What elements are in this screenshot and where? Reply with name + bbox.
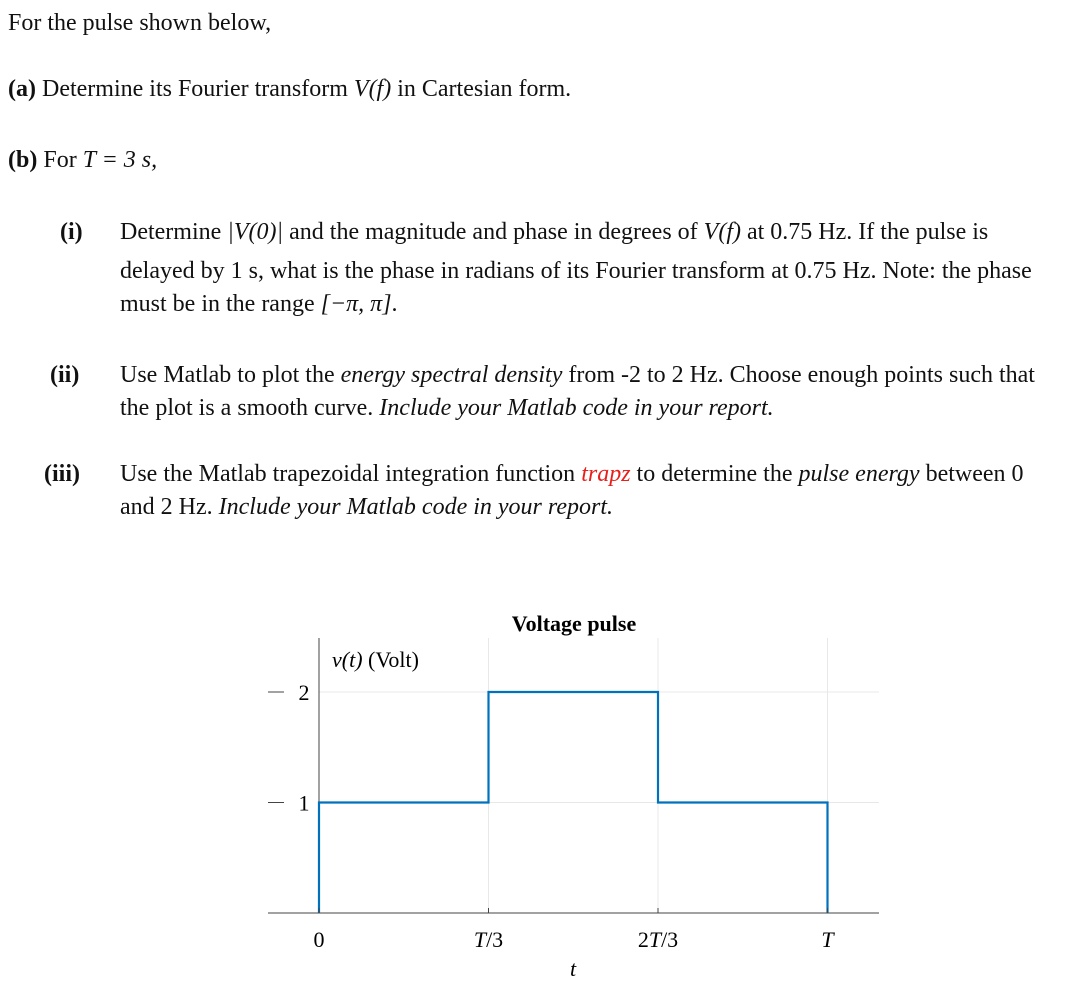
item-ii-text: from -2 to 2 Hz. Choose enough points such that bbox=[568, 362, 1035, 388]
item-ii-text: Use Matlab to plot the bbox=[120, 362, 335, 388]
x-tick-label: T bbox=[821, 927, 834, 952]
item-i-math: 1 s bbox=[230, 258, 258, 284]
item-iii-text: Use the Matlab trapezoidal integration function bbox=[120, 461, 576, 487]
part-b-math: T = 3 s, bbox=[82, 147, 158, 173]
item-iii-text: to determine the bbox=[636, 461, 793, 487]
chart-grid bbox=[319, 638, 879, 913]
item-i-text: at 0.75 Hz. If the pulse is bbox=[746, 219, 989, 245]
item-iii-emphasis: pulse energy bbox=[798, 461, 920, 487]
item-iii-code: trapz bbox=[581, 461, 631, 487]
x-axis-label: t bbox=[569, 956, 577, 981]
item-i-text: delayed by bbox=[120, 258, 225, 284]
item-iii-text: between 0 bbox=[925, 461, 1024, 487]
item-i-text: must be in the range bbox=[120, 291, 315, 317]
y-axis-label-unit: (Volt) bbox=[362, 647, 419, 672]
item-i-math: |V(0)| bbox=[227, 219, 284, 245]
item-i-text: . bbox=[391, 291, 398, 317]
x-tick-label: 2T/3 bbox=[637, 927, 679, 952]
item-i-number: (i) bbox=[60, 219, 83, 245]
y-axis-label bbox=[332, 647, 419, 672]
x-tick-label: T/3 bbox=[473, 927, 504, 952]
part-b-text: For bbox=[43, 147, 77, 173]
item-ii-text: the plot is a smooth curve. bbox=[120, 395, 374, 421]
part-b-label: (b) bbox=[8, 147, 38, 173]
item-iii-text: and 2 Hz. bbox=[120, 494, 213, 520]
item-ii-emphasis: Include your Matlab code in your report. bbox=[379, 395, 774, 421]
item-i-text: and the magnitude and phase in degrees of bbox=[289, 219, 698, 245]
part-a-text: Determine its Fourier transform bbox=[41, 76, 348, 102]
item-iii-number: (iii) bbox=[44, 461, 80, 487]
y-tick-label: 2 bbox=[298, 680, 310, 705]
item-iii-emphasis: Include your Matlab code in your report. bbox=[218, 494, 613, 520]
item-i-text: , what is the phase in radians of its Fourier transform at 0.75 Hz. Note: the phase bbox=[257, 258, 1032, 284]
intro-text: For the pulse shown below, bbox=[8, 10, 272, 36]
item-i-math: V(f) bbox=[703, 219, 741, 245]
chart-axes bbox=[268, 638, 879, 913]
x-tick-label: 0 bbox=[313, 927, 325, 952]
y-tick-label: 1 bbox=[298, 790, 310, 816]
part-a-text-after: in Cartesian form. bbox=[397, 76, 572, 102]
y-axis-label-var: v(t) bbox=[332, 647, 363, 672]
item-ii-number: (ii) bbox=[50, 362, 80, 388]
chart-ticks bbox=[268, 680, 835, 952]
item-i-math: [−π, π] bbox=[320, 291, 392, 317]
item-ii-emphasis: energy spectral density bbox=[340, 362, 563, 388]
part-a-label: (a) bbox=[8, 76, 36, 102]
item-i-text: Determine bbox=[120, 219, 222, 245]
part-a-math: V(f) bbox=[353, 76, 392, 102]
chart-title: Voltage pulse bbox=[511, 611, 637, 636]
